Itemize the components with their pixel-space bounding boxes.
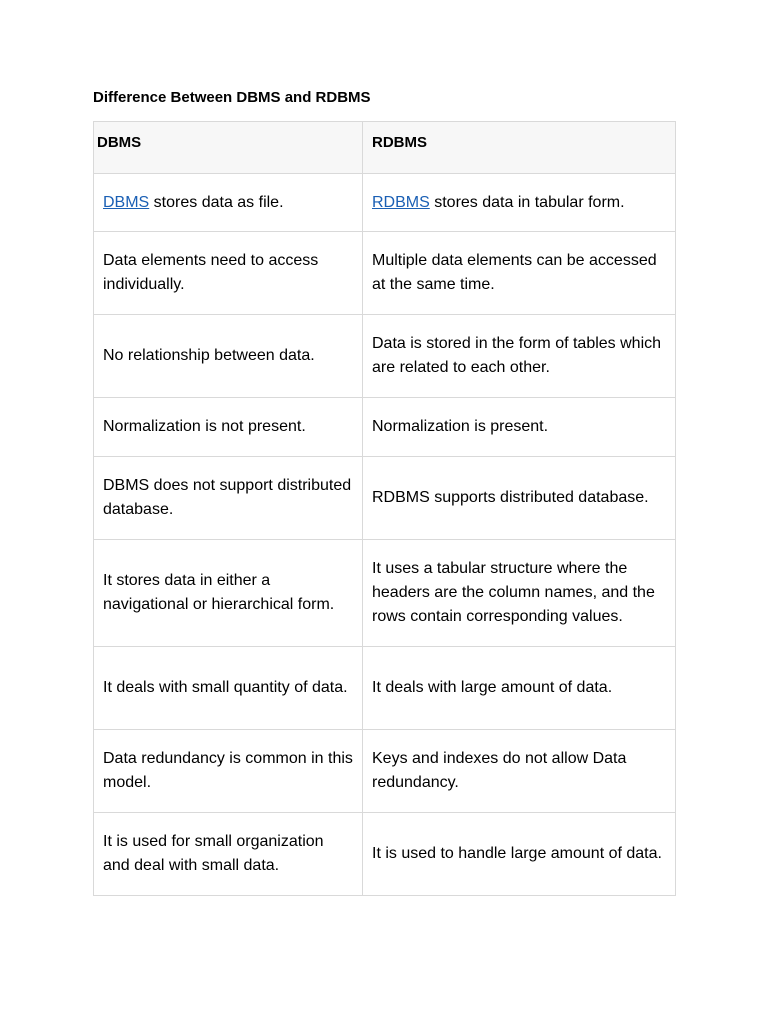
- cell-rdbms: RDBMS supports distributed database.: [363, 457, 676, 540]
- cell-dbms: No relationship between data.: [94, 315, 363, 398]
- cell-dbms: Data elements need to access individually.: [94, 232, 363, 315]
- table-row: [94, 174, 676, 232]
- cell-dbms: It is used for small organization and deal with small data.: [94, 813, 363, 896]
- table-row: [94, 730, 676, 813]
- table-row: [94, 540, 676, 647]
- cell-dbms: DBMS does not support distributed database.: [94, 457, 363, 540]
- cell-dbms: Data redundancy is common in this model.: [94, 730, 363, 813]
- cell-rdbms: Data is stored in the form of tables which are related to each other.: [363, 315, 676, 398]
- table-header-row: [94, 122, 676, 174]
- table-row: [94, 457, 676, 540]
- cell-rdbms: [363, 174, 676, 232]
- table-row: [94, 647, 676, 730]
- header-dbms: DBMS: [94, 122, 363, 174]
- table-row: [94, 398, 676, 457]
- cell-rdbms: Multiple data elements can be accessed at the same time.: [363, 232, 676, 315]
- cell-rdbms: It uses a tabular structure where the headers are the column names, and the rows contain corresponding values.: [363, 540, 676, 647]
- cell-dbms: It stores data in either a navigational or hierarchical form.: [94, 540, 363, 647]
- table-row: [94, 315, 676, 398]
- table-row: [94, 232, 676, 315]
- table-row: [94, 813, 676, 896]
- cell-rdbms: It is used to handle large amount of data.: [363, 813, 676, 896]
- comparison-table: [93, 121, 676, 896]
- cell-dbms: Normalization is not present.: [94, 398, 363, 457]
- header-rdbms: RDBMS: [363, 122, 676, 174]
- cell-text: stores data as file.: [149, 193, 284, 211]
- rdbms-link[interactable]: RDBMS: [372, 193, 430, 211]
- cell-rdbms: Keys and indexes do not allow Data redundancy.: [363, 730, 676, 813]
- document-title: Difference Between DBMS and RDBMS: [93, 89, 371, 106]
- cell-dbms: It deals with small quantity of data.: [94, 647, 363, 730]
- dbms-link[interactable]: DBMS: [103, 193, 150, 211]
- cell-rdbms: It deals with large amount of data.: [363, 647, 676, 730]
- cell-rdbms: Normalization is present.: [363, 398, 676, 457]
- cell-dbms: [94, 174, 363, 232]
- cell-text: stores data in tabular form.: [429, 193, 625, 211]
